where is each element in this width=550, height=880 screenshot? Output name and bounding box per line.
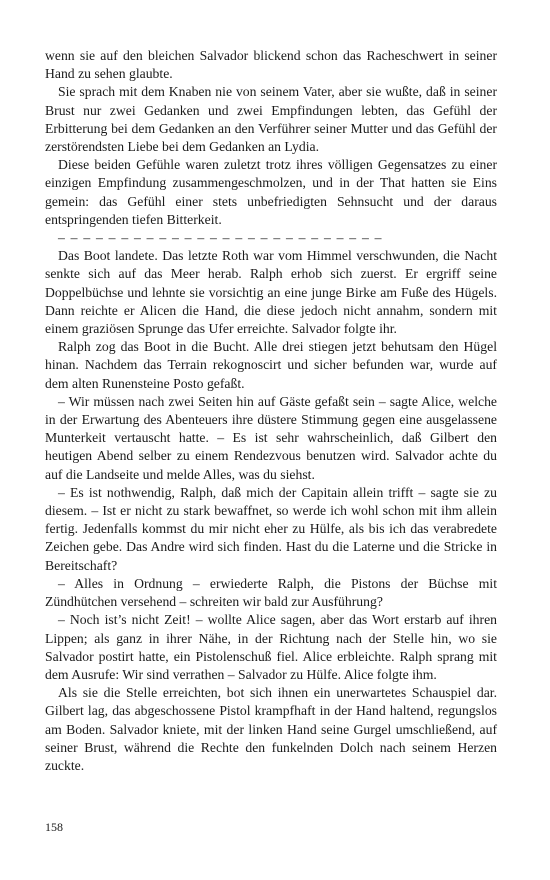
- section-separator: – – – – – – – – – – – – – – – – – – – – – – – – – –: [58, 230, 383, 246]
- paragraph: Das Boot landete. Das letzte Roth war vom Himmel verschwunden, die Nacht senkte sich auf das Meer herab. Ralph erhob sich zuerst. Er ergriff seine Doppelbüchse und lehnte sie vorsichtig an eine junge Birke am Fuße des Hügels. Dann reichte er Alicen die Hand, die diese jedoch nicht annahm, sondern mit einem graziösen Sprunge das Ufer erreichte. Salvador folgte ihr.: [45, 248, 497, 337]
- paragraph: – Wir müssen nach zwei Seiten hin auf Gäste gefaßt sein – sagte Alice, welche in der Erwartung des Abenteuers ihre düstere Stimmung gegen eine ausgelassene Munterkeit vertauscht hatte. – Es ist sehr wahrscheinlich, daß Gilbert den heutigen Abend selber zu einem Rendezvous benutzen wird. Salvador achte du auf die Landseite und melde Alles, was du siehst.: [45, 393, 497, 482]
- page-number: 158: [45, 820, 63, 834]
- paragraph: – Alles in Ordnung – erwiederte Ralph, die Pistons der Büchse mit Zündhütchen versehend – schreiten wir bald zur Ausführung?: [45, 575, 497, 610]
- paragraph: – Noch ist’s nicht Zeit! – wollte Alice sagen, aber das Wort erstarb auf ihren Lippen; als ganz in ihrer Nähe, in der Richtung nach der Stelle hin, wo sie Salvador postirt hatte, ein Pistolenschuß fiel. Alice erbleichte. Ralph sprang mit dem Ausrufe: Wir sind verrathen – Salvador zu Hülfe. Alice folgte ihm.: [45, 612, 497, 682]
- paragraph: Ralph zog das Boot in die Bucht. Alle drei stiegen jetzt behutsam den Hügel hinan. Nachdem das Terrain rekognoscirt und sicher befunden war, wurde auf dem alten Runensteine Posto gefaßt.: [45, 339, 497, 391]
- paragraph: – Es ist nothwendig, Ralph, daß mich der Capitain allein trifft – sagte sie zu diesem. – Ist er nicht zu stark bewaffnet, so werde ich wohl schon mit ihm allein fertig. Jedenfalls kommst du mir nicht eher zu Hülfe, als bis ich das verabredete Zeichen gebe. Das Andre wird sich finden. Hast du die Laterne und die Stricke in Bereitschaft?: [45, 484, 497, 573]
- paragraph: Sie sprach mit dem Knaben nie von seinem Vater, aber sie wußte, daß in seiner Brust nur zwei Gedanken und zwei Empfindungen lebten, das Gefühl der Erbitterung bei dem Gedanken an den Verführer seiner Mutter und das Gefühl der zerstörendsten Liebe bei dem Gedanken an Lydia.: [45, 84, 497, 155]
- paragraph-continuation: wenn sie auf den bleichen Salvador blickend schon das Racheschwert in seiner Hand zu sehen glaubte.: [45, 48, 497, 82]
- paragraph: Als sie die Stelle erreichten, bot sich ihnen ein unerwartetes Schauspiel dar. Gilbert lag, das abgeschossene Pistol krampfhaft in der Hand haltend, regungslos am Boden. Salvador kniete, mit der linken Hand seine Gurgel umschließend, auf seiner Brust, während die Rechte den funkelnden Dolch nach seinem Herzen zuckte.: [45, 685, 497, 773]
- paragraph: Diese beiden Gefühle waren zuletzt trotz ihres völligen Gegensatzes zu einer einzigen Empfindung zusammengeschmolzen, und in der That hatten sie Eins gemein: das Gefühl einer stets unbefriedigten Sehnsucht und der daraus entspringenden tiefen Bitterkeit.: [45, 157, 497, 227]
- book-page-text: [45, 47, 497, 775]
